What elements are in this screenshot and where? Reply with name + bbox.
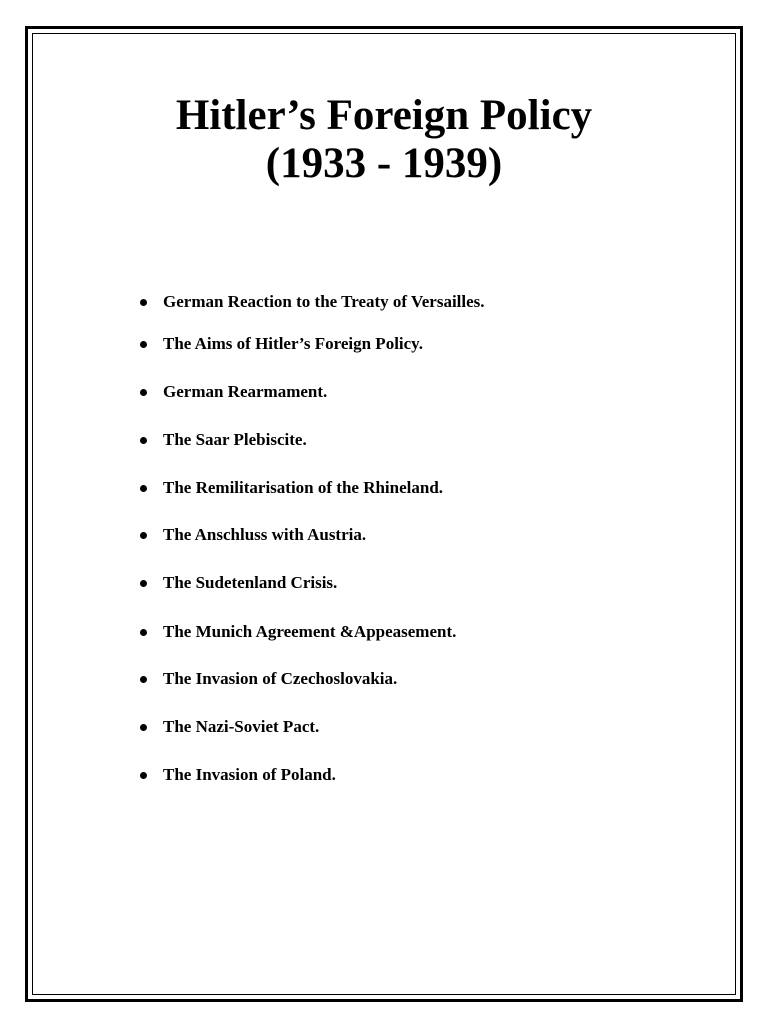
page-subtitle-dates: (1933 - 1939) — [265, 140, 503, 187]
list-item — [0, 668, 768, 690]
bullet-icon — [140, 341, 147, 348]
topic-text: German Reaction to the Treaty of Versailles. — [163, 292, 485, 311]
topic-text: German Rearmament. — [163, 382, 328, 401]
list-item — [0, 429, 768, 451]
list-item — [0, 572, 768, 594]
list-item — [0, 333, 768, 355]
bullet-icon — [140, 772, 147, 779]
bullet-icon — [140, 485, 147, 492]
topic-text: The Invasion of Czechoslovakia. — [163, 669, 398, 688]
bullet-icon — [140, 724, 147, 731]
topic-text: The Nazi-Soviet Pact. — [163, 717, 320, 736]
list-item — [0, 381, 768, 403]
bullet-icon — [140, 389, 147, 396]
list-item — [0, 524, 768, 546]
bullet-icon — [140, 629, 147, 636]
page-title: Hitler’s Foreign Policy — [175, 92, 593, 139]
topic-text: The Remilitarisation of the Rhineland. — [163, 478, 444, 497]
bullet-icon — [140, 532, 147, 539]
bullet-icon — [140, 676, 147, 683]
bullet-icon — [140, 580, 147, 587]
list-item — [0, 764, 768, 786]
topic-text: The Munich Agreement &Appeasement. — [163, 622, 457, 641]
topic-text: The Saar Plebiscite. — [163, 430, 307, 449]
topic-text: The Aims of Hitler’s Foreign Policy. — [163, 334, 423, 353]
bullet-icon — [140, 299, 147, 306]
topic-text: The Invasion of Poland. — [163, 765, 336, 784]
list-item — [0, 291, 768, 313]
list-item — [0, 477, 768, 499]
topic-text: The Sudetenland Crisis. — [163, 573, 338, 592]
list-item — [0, 716, 768, 738]
topic-text: The Anschluss with Austria. — [163, 525, 367, 544]
bullet-icon — [140, 437, 147, 444]
list-item — [0, 621, 768, 643]
